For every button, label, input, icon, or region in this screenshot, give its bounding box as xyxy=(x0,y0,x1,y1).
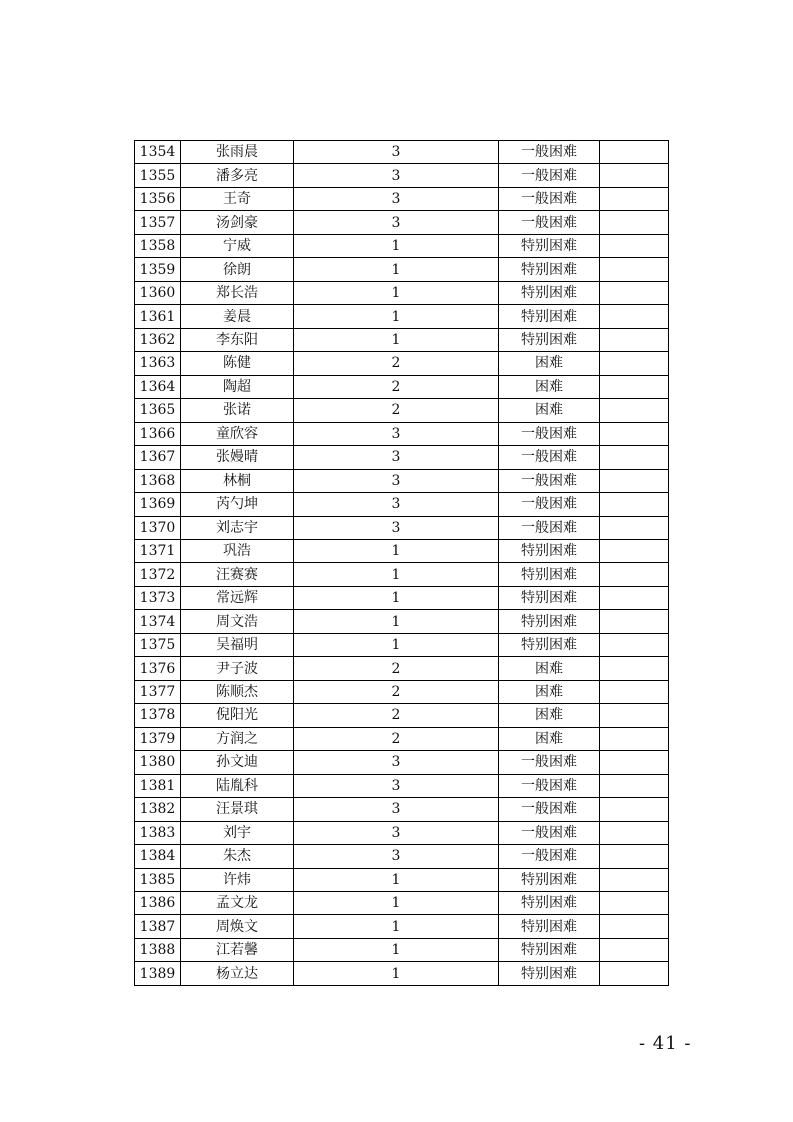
cell-number: 1383 xyxy=(135,821,181,844)
cell-name: 陆胤科 xyxy=(181,774,294,797)
cell-number: 1371 xyxy=(135,539,181,562)
table-row xyxy=(135,375,669,398)
table-row xyxy=(135,845,669,868)
cell-number: 1389 xyxy=(135,962,181,985)
table-row xyxy=(135,563,669,586)
cell-number: 1372 xyxy=(135,563,181,586)
cell-level: 3 xyxy=(294,845,499,868)
cell-level: 3 xyxy=(294,821,499,844)
cell-level: 3 xyxy=(294,751,499,774)
cell-category: 特别困难 xyxy=(499,539,600,562)
cell-category: 一般困难 xyxy=(499,422,600,445)
cell-number: 1374 xyxy=(135,610,181,633)
cell-number: 1365 xyxy=(135,399,181,422)
cell-note xyxy=(600,657,669,680)
cell-category: 特别困难 xyxy=(499,586,600,609)
table-row xyxy=(135,305,669,328)
cell-name: 宁威 xyxy=(181,234,294,257)
table-row xyxy=(135,727,669,750)
cell-name: 王奇 xyxy=(181,187,294,210)
cell-note xyxy=(600,539,669,562)
cell-note xyxy=(600,469,669,492)
table-row xyxy=(135,164,669,187)
cell-category: 一般困难 xyxy=(499,845,600,868)
cell-level: 1 xyxy=(294,328,499,351)
cell-note xyxy=(600,563,669,586)
cell-level: 3 xyxy=(294,164,499,187)
cell-number: 1355 xyxy=(135,164,181,187)
cell-level: 3 xyxy=(294,187,499,210)
cell-category: 一般困难 xyxy=(499,141,600,164)
cell-number: 1360 xyxy=(135,281,181,304)
cell-note xyxy=(600,493,669,516)
cell-note xyxy=(600,868,669,891)
cell-name: 李东阳 xyxy=(181,328,294,351)
cell-name: 汪景琪 xyxy=(181,798,294,821)
cell-level: 3 xyxy=(294,516,499,539)
cell-name: 汪赛赛 xyxy=(181,563,294,586)
cell-note xyxy=(600,211,669,234)
cell-name: 周焕文 xyxy=(181,915,294,938)
cell-level: 3 xyxy=(294,141,499,164)
table-row xyxy=(135,539,669,562)
cell-level: 3 xyxy=(294,469,499,492)
cell-category: 一般困难 xyxy=(499,446,600,469)
cell-category: 特别困难 xyxy=(499,234,600,257)
cell-category: 特别困难 xyxy=(499,328,600,351)
cell-number: 1376 xyxy=(135,657,181,680)
cell-level: 2 xyxy=(294,680,499,703)
cell-name: 汤剑豪 xyxy=(181,211,294,234)
cell-category: 一般困难 xyxy=(499,798,600,821)
cell-level: 2 xyxy=(294,704,499,727)
cell-category: 特别困难 xyxy=(499,868,600,891)
cell-note xyxy=(600,352,669,375)
cell-level: 1 xyxy=(294,539,499,562)
cell-category: 困难 xyxy=(499,657,600,680)
table-row xyxy=(135,821,669,844)
cell-category: 特别困难 xyxy=(499,915,600,938)
cell-note xyxy=(600,845,669,868)
cell-name: 张雨晨 xyxy=(181,141,294,164)
cell-number: 1380 xyxy=(135,751,181,774)
cell-number: 1363 xyxy=(135,352,181,375)
cell-name: 张诺 xyxy=(181,399,294,422)
table-body xyxy=(135,141,669,986)
cell-name: 徐朗 xyxy=(181,258,294,281)
cell-category: 特别困难 xyxy=(499,610,600,633)
cell-number: 1368 xyxy=(135,469,181,492)
cell-level: 1 xyxy=(294,305,499,328)
cell-number: 1362 xyxy=(135,328,181,351)
cell-level: 1 xyxy=(294,281,499,304)
cell-category: 一般困难 xyxy=(499,493,600,516)
cell-name: 常远辉 xyxy=(181,586,294,609)
cell-name: 倪阳光 xyxy=(181,704,294,727)
cell-note xyxy=(600,446,669,469)
cell-name: 陈顺杰 xyxy=(181,680,294,703)
cell-name: 巩浩 xyxy=(181,539,294,562)
cell-name: 尹子波 xyxy=(181,657,294,680)
cell-note xyxy=(600,328,669,351)
cell-level: 3 xyxy=(294,211,499,234)
cell-category: 一般困难 xyxy=(499,516,600,539)
table-row xyxy=(135,704,669,727)
cell-note xyxy=(600,938,669,961)
cell-number: 1361 xyxy=(135,305,181,328)
cell-note xyxy=(600,141,669,164)
cell-level: 1 xyxy=(294,234,499,257)
cell-number: 1354 xyxy=(135,141,181,164)
cell-number: 1385 xyxy=(135,868,181,891)
cell-number: 1386 xyxy=(135,892,181,915)
table-row xyxy=(135,915,669,938)
cell-note xyxy=(600,234,669,257)
cell-name: 许炜 xyxy=(181,868,294,891)
cell-category: 困难 xyxy=(499,727,600,750)
cell-category: 特别困难 xyxy=(499,258,600,281)
cell-level: 1 xyxy=(294,258,499,281)
table-row xyxy=(135,352,669,375)
cell-name: 芮勺坤 xyxy=(181,493,294,516)
cell-level: 1 xyxy=(294,586,499,609)
cell-category: 一般困难 xyxy=(499,821,600,844)
cell-level: 1 xyxy=(294,633,499,656)
cell-note xyxy=(600,516,669,539)
cell-level: 2 xyxy=(294,657,499,680)
cell-category: 困难 xyxy=(499,399,600,422)
table-row xyxy=(135,610,669,633)
cell-level: 1 xyxy=(294,610,499,633)
cell-number: 1364 xyxy=(135,375,181,398)
cell-category: 困难 xyxy=(499,680,600,703)
cell-note xyxy=(600,422,669,445)
cell-note xyxy=(600,962,669,985)
cell-name: 陈健 xyxy=(181,352,294,375)
cell-note xyxy=(600,774,669,797)
cell-number: 1387 xyxy=(135,915,181,938)
cell-note xyxy=(600,633,669,656)
cell-level: 3 xyxy=(294,798,499,821)
table-row xyxy=(135,892,669,915)
cell-level: 3 xyxy=(294,422,499,445)
cell-level: 3 xyxy=(294,446,499,469)
cell-category: 一般困难 xyxy=(499,164,600,187)
table-row xyxy=(135,469,669,492)
cell-category: 特别困难 xyxy=(499,563,600,586)
table-row xyxy=(135,962,669,985)
cell-number: 1375 xyxy=(135,633,181,656)
cell-note xyxy=(600,680,669,703)
cell-note xyxy=(600,399,669,422)
table-row xyxy=(135,141,669,164)
cell-number: 1373 xyxy=(135,586,181,609)
table-row xyxy=(135,187,669,210)
table-row xyxy=(135,328,669,351)
cell-number: 1384 xyxy=(135,845,181,868)
cell-name: 孟文龙 xyxy=(181,892,294,915)
cell-note xyxy=(600,798,669,821)
page-number: - 41 - xyxy=(639,1033,692,1054)
cell-name: 方润之 xyxy=(181,727,294,750)
table-row xyxy=(135,446,669,469)
cell-note xyxy=(600,586,669,609)
cell-note xyxy=(600,258,669,281)
cell-category: 特别困难 xyxy=(499,281,600,304)
cell-category: 一般困难 xyxy=(499,751,600,774)
cell-category: 特别困难 xyxy=(499,938,600,961)
cell-level: 2 xyxy=(294,375,499,398)
table-row xyxy=(135,422,669,445)
cell-note xyxy=(600,610,669,633)
cell-number: 1370 xyxy=(135,516,181,539)
cell-number: 1382 xyxy=(135,798,181,821)
cell-name: 郑长浩 xyxy=(181,281,294,304)
table-row xyxy=(135,751,669,774)
cell-note xyxy=(600,281,669,304)
cell-level: 1 xyxy=(294,892,499,915)
cell-number: 1366 xyxy=(135,422,181,445)
cell-category: 一般困难 xyxy=(499,187,600,210)
cell-level: 3 xyxy=(294,493,499,516)
cell-number: 1367 xyxy=(135,446,181,469)
cell-number: 1356 xyxy=(135,187,181,210)
cell-note xyxy=(600,164,669,187)
cell-note xyxy=(600,375,669,398)
cell-level: 2 xyxy=(294,399,499,422)
cell-number: 1388 xyxy=(135,938,181,961)
table-row xyxy=(135,938,669,961)
cell-number: 1379 xyxy=(135,727,181,750)
table-row xyxy=(135,633,669,656)
cell-number: 1359 xyxy=(135,258,181,281)
cell-category: 困难 xyxy=(499,352,600,375)
cell-category: 一般困难 xyxy=(499,211,600,234)
cell-note xyxy=(600,727,669,750)
table-row xyxy=(135,281,669,304)
cell-note xyxy=(600,751,669,774)
table-row xyxy=(135,493,669,516)
cell-category: 特别困难 xyxy=(499,892,600,915)
cell-level: 1 xyxy=(294,938,499,961)
cell-level: 1 xyxy=(294,915,499,938)
cell-category: 特别困难 xyxy=(499,633,600,656)
cell-note xyxy=(600,704,669,727)
cell-category: 特别困难 xyxy=(499,305,600,328)
cell-category: 一般困难 xyxy=(499,774,600,797)
cell-number: 1369 xyxy=(135,493,181,516)
cell-category: 一般困难 xyxy=(499,469,600,492)
cell-category: 困难 xyxy=(499,375,600,398)
table-row xyxy=(135,868,669,891)
cell-name: 童欣容 xyxy=(181,422,294,445)
cell-category: 特别困难 xyxy=(499,962,600,985)
cell-number: 1381 xyxy=(135,774,181,797)
table-row xyxy=(135,211,669,234)
cell-name: 吴福明 xyxy=(181,633,294,656)
student-table xyxy=(134,140,669,986)
table-row xyxy=(135,680,669,703)
cell-note xyxy=(600,305,669,328)
cell-level: 1 xyxy=(294,563,499,586)
table-row xyxy=(135,234,669,257)
cell-note xyxy=(600,821,669,844)
cell-note xyxy=(600,892,669,915)
cell-number: 1377 xyxy=(135,680,181,703)
cell-level: 2 xyxy=(294,727,499,750)
cell-name: 刘志宇 xyxy=(181,516,294,539)
cell-name: 姜晨 xyxy=(181,305,294,328)
cell-name: 潘多亮 xyxy=(181,164,294,187)
table-row xyxy=(135,657,669,680)
cell-name: 孙文迪 xyxy=(181,751,294,774)
cell-name: 杨立达 xyxy=(181,962,294,985)
cell-name: 刘宇 xyxy=(181,821,294,844)
table-row xyxy=(135,798,669,821)
cell-level: 1 xyxy=(294,962,499,985)
cell-name: 周文浩 xyxy=(181,610,294,633)
cell-name: 朱杰 xyxy=(181,845,294,868)
cell-level: 3 xyxy=(294,774,499,797)
cell-name: 林桐 xyxy=(181,469,294,492)
cell-number: 1378 xyxy=(135,704,181,727)
cell-level: 2 xyxy=(294,352,499,375)
cell-name: 江若馨 xyxy=(181,938,294,961)
cell-number: 1358 xyxy=(135,234,181,257)
cell-note xyxy=(600,187,669,210)
cell-level: 1 xyxy=(294,868,499,891)
table-row xyxy=(135,516,669,539)
table-row xyxy=(135,586,669,609)
cell-number: 1357 xyxy=(135,211,181,234)
cell-name: 陶超 xyxy=(181,375,294,398)
cell-note xyxy=(600,915,669,938)
table-row xyxy=(135,258,669,281)
table-row xyxy=(135,774,669,797)
cell-category: 困难 xyxy=(499,704,600,727)
table-row xyxy=(135,399,669,422)
cell-name: 张嫚晴 xyxy=(181,446,294,469)
